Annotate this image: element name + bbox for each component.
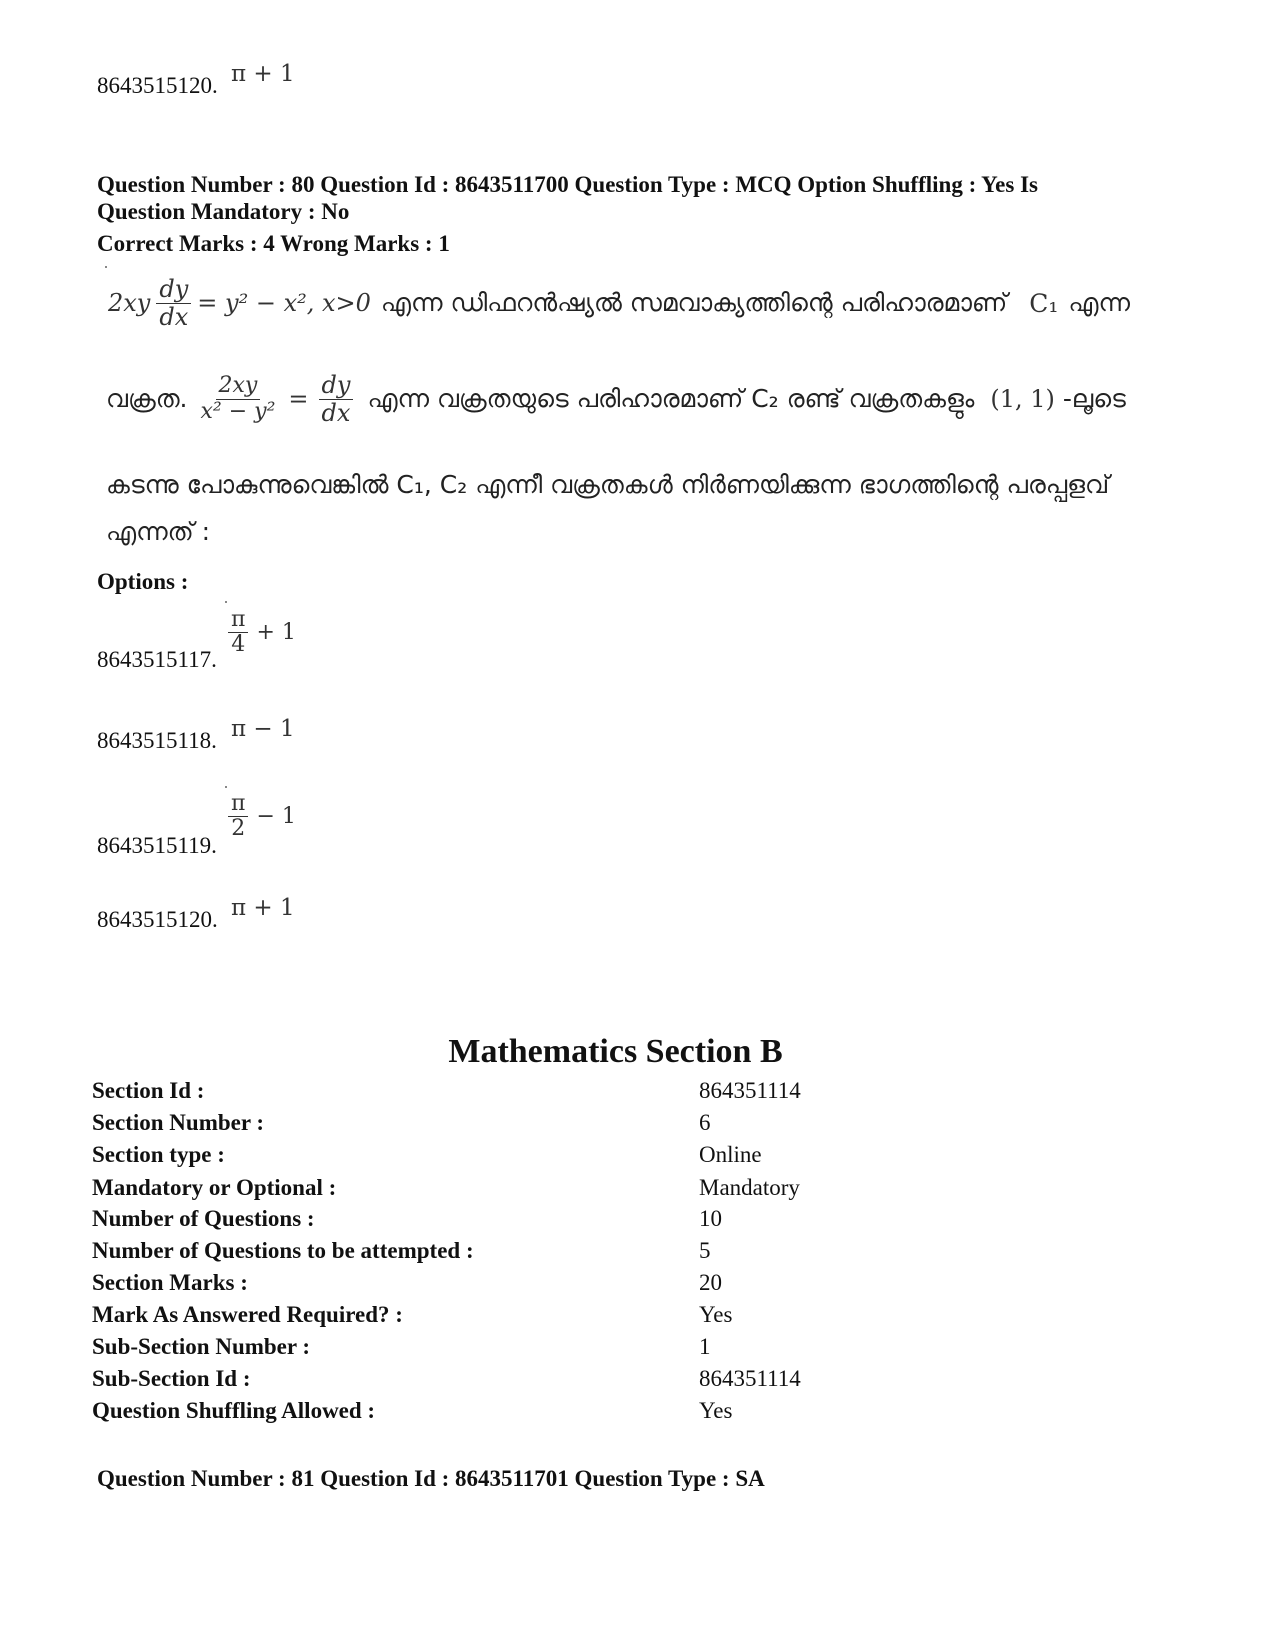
section-row: Section Id : 864351114 — [92, 1078, 801, 1103]
option-id-top: 8643515120. — [97, 73, 218, 98]
question-80-header-line2: Question Mandatory : No — [97, 199, 350, 224]
question-80-body-line2: വക്രത. $\frac{2xy}{\text{x² − y²}}$ = $\frac{dy}{dx}$ എന്ന വക്രതയുടെ പരിഹാരമാണ് C₂ രണ്ട് വക്രതകളും (1, 1) -ലൂടെ — [106, 371, 1126, 427]
option-2-id: 8643515118. — [97, 728, 217, 753]
question-80-body-line1: 2xy $\frac{dy}{dx}$ = y² − x², x>0 എന്ന ഡിഫറൻഷ്യൽ സമവാക്യത്തിന്റെ പരിഹാരമാണ് C₁ എന്ന — [108, 275, 1131, 331]
option-1-id: 8643515117. — [97, 647, 217, 672]
section-row: Question Shuffling Allowed : Yes — [92, 1398, 733, 1423]
section-row: Section Number : 6 — [92, 1110, 711, 1135]
section-row: Sub-Section Id : 864351114 — [92, 1366, 801, 1391]
question-80-body-line4: എന്നത് : — [106, 517, 211, 546]
option-3-id: 8643515119. — [97, 833, 217, 858]
artifact-dot — [105, 266, 107, 268]
option-2-expr: π − 1 — [231, 716, 295, 742]
question-80-marks: Correct Marks : 4 Wrong Marks : 1 — [97, 231, 450, 256]
option-1-expr: $\frac{\pi}{4}$ + 1 — [228, 608, 296, 657]
dy-dx-fraction-2: $\frac{dy}{dx}$ — [319, 372, 354, 426]
option-4-expr: π + 1 — [231, 895, 295, 921]
question-80-body-line3: കടന്നു പോകുന്നുവെങ്കിൽ C₁, C₂ എന്നീ വക്രതകൾ നിർണയിക്കുന്ന ഭാഗത്തിന്റെ പരപ്പളവ് — [106, 470, 1110, 499]
section-title: Mathematics Section B — [448, 1033, 783, 1070]
section-row: Number of Questions : 10 — [92, 1206, 722, 1231]
question-81-header: Question Number : 81 Question Id : 8643511701 Question Type : SA — [97, 1466, 765, 1491]
section-row: Sub-Section Number : 1 — [92, 1334, 711, 1359]
option-expr-top: π + 1 — [231, 61, 295, 87]
option-3-expr: $\frac{\pi}{2}$ − 1 — [228, 792, 296, 841]
dy-dx-fraction: $\frac{dy}{dx}$ — [156, 276, 191, 330]
option-4-id: 8643515120. — [97, 907, 218, 932]
artifact-dot — [225, 786, 227, 788]
artifact-dot — [225, 601, 227, 603]
2xy-fraction: $\frac{2xy}{\text{x² − y²}}$ — [200, 373, 276, 424]
section-row: Mark As Answered Required? : Yes — [92, 1302, 733, 1327]
section-row: Section Marks : 20 — [92, 1270, 722, 1295]
question-80-header-line1: Question Number : 80 Question Id : 8643511700 Question Type : MCQ Option Shuffling : Yes Is — [97, 172, 1038, 197]
options-label: Options : — [97, 569, 189, 594]
section-row: Section type : Online — [92, 1142, 762, 1167]
section-row: Number of Questions to be attempted : 5 — [92, 1238, 711, 1263]
section-row: Mandatory or Optional : Mandatory — [92, 1175, 800, 1200]
